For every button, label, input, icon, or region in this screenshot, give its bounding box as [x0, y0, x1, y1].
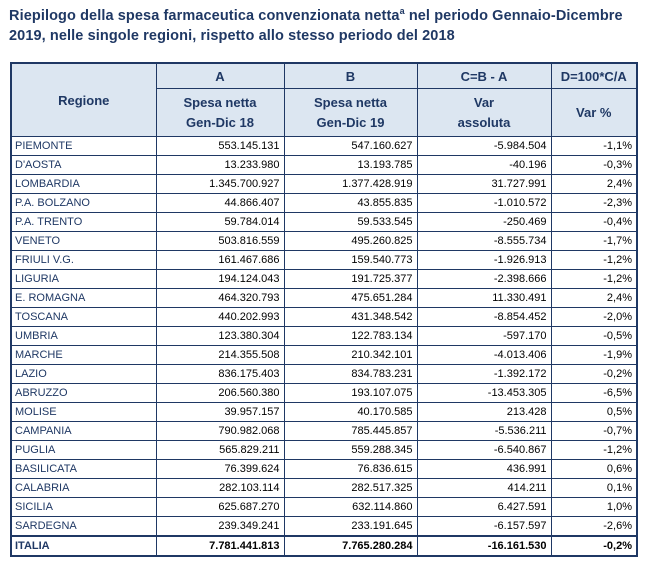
value-b: 233.191.645 — [284, 517, 417, 537]
value-b: 834.783.231 — [284, 365, 417, 384]
table-row — [11, 498, 637, 517]
value-a: 59.784.014 — [156, 213, 284, 232]
header-col-b-line2: Gen-Dic 19 — [316, 114, 385, 130]
value-b: 282.517.325 — [284, 479, 417, 498]
value-a: 836.175.403 — [156, 365, 284, 384]
table-row — [11, 441, 637, 460]
table-row — [11, 213, 637, 232]
header-col-c-line2: assoluta — [457, 114, 511, 130]
value-d: -0,5% — [551, 327, 637, 346]
value-d: 2,4% — [551, 175, 637, 194]
value-b: 159.540.773 — [284, 251, 417, 270]
value-c: -597.170 — [417, 327, 551, 346]
header-col-a-line1: Spesa netta — [183, 94, 257, 110]
spending-table — [10, 62, 638, 557]
title-line1-rest: nel periodo Gennaio-Dicembre — [404, 8, 623, 24]
region-name: MARCHE — [11, 346, 156, 365]
header-region: Regione — [11, 63, 156, 137]
total-value-c: -16.161.530 — [417, 536, 551, 556]
total-value-d: -0,2% — [551, 536, 637, 556]
region-name: SARDEGNA — [11, 517, 156, 537]
value-c: -250.469 — [417, 213, 551, 232]
value-d: -0,4% — [551, 213, 637, 232]
value-c: -8.555.734 — [417, 232, 551, 251]
header-col-d — [551, 89, 637, 137]
region-name: E. ROMAGNA — [11, 289, 156, 308]
value-b: 210.342.101 — [284, 346, 417, 365]
region-name: SICILIA — [11, 498, 156, 517]
value-c: -1.926.913 — [417, 251, 551, 270]
value-c: 213.428 — [417, 403, 551, 422]
value-c: 436.991 — [417, 460, 551, 479]
table-row — [11, 479, 637, 498]
region-name: LIGURIA — [11, 270, 156, 289]
value-d: -1,2% — [551, 441, 637, 460]
region-name: MOLISE — [11, 403, 156, 422]
table-row — [11, 460, 637, 479]
total-row — [11, 536, 637, 556]
region-name: VENETO — [11, 232, 156, 251]
value-c: -13.453.305 — [417, 384, 551, 403]
value-a: 790.982.068 — [156, 422, 284, 441]
header-col-b-letter: B — [284, 63, 417, 89]
region-name: ABRUZZO — [11, 384, 156, 403]
table-body — [11, 137, 637, 557]
value-a: 123.380.304 — [156, 327, 284, 346]
value-b: 547.160.627 — [284, 137, 417, 156]
value-d: -1,1% — [551, 137, 637, 156]
table-row — [11, 327, 637, 346]
table-row — [11, 422, 637, 441]
value-c: -2.398.666 — [417, 270, 551, 289]
region-name: BASILICATA — [11, 460, 156, 479]
value-a: 214.355.508 — [156, 346, 284, 365]
value-b: 40.170.585 — [284, 403, 417, 422]
value-c: -1.392.172 — [417, 365, 551, 384]
value-c: -40.196 — [417, 156, 551, 175]
region-name: P.A. BOLZANO — [11, 194, 156, 213]
value-c: -6.540.867 — [417, 441, 551, 460]
header-col-b — [284, 89, 417, 137]
region-name: CALABRIA — [11, 479, 156, 498]
value-d: -1,2% — [551, 251, 637, 270]
region-name: PUGLIA — [11, 441, 156, 460]
value-c: 6.427.591 — [417, 498, 551, 517]
value-d: -2,0% — [551, 308, 637, 327]
value-d: 0,6% — [551, 460, 637, 479]
header-col-a — [156, 89, 284, 137]
table-row — [11, 308, 637, 327]
value-c: 414.211 — [417, 479, 551, 498]
header-col-a-letter: A — [156, 63, 284, 89]
value-b: 13.193.785 — [284, 156, 417, 175]
region-name: P.A. TRENTO — [11, 213, 156, 232]
region-name: FRIULI V.G. — [11, 251, 156, 270]
header-col-d-line1: Var % — [576, 104, 612, 120]
total-value-b: 7.765.280.284 — [284, 536, 417, 556]
table-row — [11, 270, 637, 289]
table-row — [11, 365, 637, 384]
total-region-name: ITALIA — [11, 536, 156, 556]
region-name: LOMBARDIA — [11, 175, 156, 194]
header-col-b-line1: Spesa netta — [314, 94, 387, 110]
value-d: -1,9% — [551, 346, 637, 365]
header-col-c-letter: C=B - A — [417, 63, 551, 89]
value-d: 0,1% — [551, 479, 637, 498]
header-col-c-line1: Var — [473, 94, 495, 110]
table-row — [11, 289, 637, 308]
value-a: 206.560.380 — [156, 384, 284, 403]
value-a: 39.957.157 — [156, 403, 284, 422]
value-c: -5.536.211 — [417, 422, 551, 441]
value-a: 553.145.131 — [156, 137, 284, 156]
table-row — [11, 346, 637, 365]
title-line1: Riepilogo della spesa farmaceutica convenzionata netta — [9, 8, 400, 24]
value-b: 495.260.825 — [284, 232, 417, 251]
value-d: -0,7% — [551, 422, 637, 441]
region-name: PIEMONTE — [11, 137, 156, 156]
region-name: CAMPANIA — [11, 422, 156, 441]
value-c: -6.157.597 — [417, 517, 551, 537]
table-row — [11, 232, 637, 251]
value-c: -5.984.504 — [417, 137, 551, 156]
table-row — [11, 137, 637, 156]
table-row — [11, 156, 637, 175]
value-a: 13.233.980 — [156, 156, 284, 175]
value-b: 191.725.377 — [284, 270, 417, 289]
region-name: LAZIO — [11, 365, 156, 384]
value-b: 785.445.857 — [284, 422, 417, 441]
table-row — [11, 251, 637, 270]
region-name: D'AOSTA — [11, 156, 156, 175]
value-d: -2,6% — [551, 517, 637, 537]
value-d: -6,5% — [551, 384, 637, 403]
value-b: 632.114.860 — [284, 498, 417, 517]
value-d: -0,3% — [551, 156, 637, 175]
table-row — [11, 194, 637, 213]
total-value-a: 7.781.441.813 — [156, 536, 284, 556]
value-b: 475.651.284 — [284, 289, 417, 308]
header-col-d-letter: D=100*C/A — [551, 63, 637, 89]
value-b: 1.377.428.919 — [284, 175, 417, 194]
value-d: -0,2% — [551, 365, 637, 384]
value-d: -1,7% — [551, 232, 637, 251]
table-row — [11, 384, 637, 403]
header-col-a-line2: Gen-Dic 18 — [186, 114, 254, 130]
value-c: 11.330.491 — [417, 289, 551, 308]
title-footnote-marker: a — [399, 6, 405, 17]
value-a: 44.866.407 — [156, 194, 284, 213]
value-a: 161.467.686 — [156, 251, 284, 270]
region-name: UMBRIA — [11, 327, 156, 346]
value-b: 76.836.615 — [284, 460, 417, 479]
value-b: 431.348.542 — [284, 308, 417, 327]
value-a: 565.829.211 — [156, 441, 284, 460]
header-col-c — [417, 89, 551, 137]
value-c: 31.727.991 — [417, 175, 551, 194]
value-a: 76.399.624 — [156, 460, 284, 479]
value-a: 503.816.559 — [156, 232, 284, 251]
table-row — [11, 517, 637, 537]
value-b: 193.107.075 — [284, 384, 417, 403]
table-row — [11, 403, 637, 422]
table-row — [11, 175, 637, 194]
title-line2: 2019, nelle singole regioni, rispetto allo stesso periodo del 2018 — [9, 28, 455, 44]
value-a: 194.124.043 — [156, 270, 284, 289]
region-name: TOSCANA — [11, 308, 156, 327]
value-d: 2,4% — [551, 289, 637, 308]
value-a: 239.349.241 — [156, 517, 284, 537]
value-c: -4.013.406 — [417, 346, 551, 365]
document-title — [9, 6, 639, 46]
value-d: -1,2% — [551, 270, 637, 289]
value-a: 625.687.270 — [156, 498, 284, 517]
value-b: 59.533.545 — [284, 213, 417, 232]
value-b: 122.783.134 — [284, 327, 417, 346]
value-c: -8.854.452 — [417, 308, 551, 327]
value-d: 1,0% — [551, 498, 637, 517]
value-b: 559.288.345 — [284, 441, 417, 460]
value-c: -1.010.572 — [417, 194, 551, 213]
value-b: 43.855.835 — [284, 194, 417, 213]
value-a: 1.345.700.927 — [156, 175, 284, 194]
value-a: 440.202.993 — [156, 308, 284, 327]
value-d: 0,5% — [551, 403, 637, 422]
value-a: 464.320.793 — [156, 289, 284, 308]
value-d: -2,3% — [551, 194, 637, 213]
value-a: 282.103.114 — [156, 479, 284, 498]
